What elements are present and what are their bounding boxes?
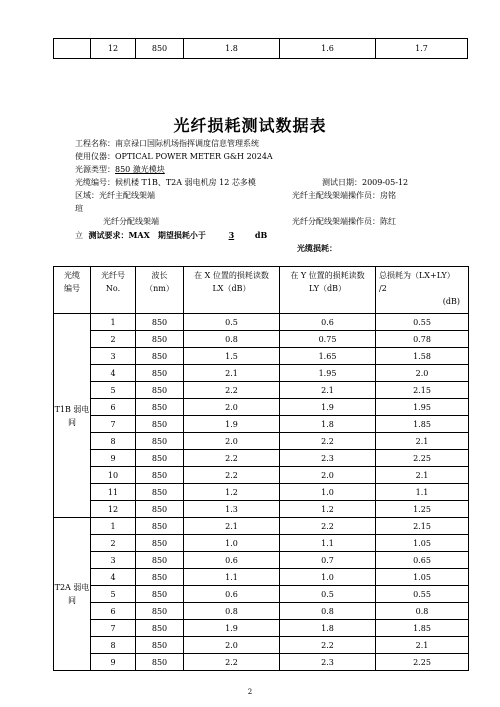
table-row [54,484,469,501]
total-loss-cell: 0.55 [376,586,469,603]
wavelength-cell: 850 [136,603,184,620]
cable-loss-label: 光缆损耗： [297,243,337,253]
total-loss-cell: 2.1 [376,637,469,654]
table-row [54,620,469,637]
ly-cell: 2.3 [280,654,376,671]
total-loss-cell: 2.0 [376,365,469,382]
fiber-no-cell: 7 [91,416,136,433]
total-loss-cell: 1.25 [376,501,469,518]
lx-cell: 2.1 [184,365,280,382]
lx-cell: 2.2 [184,654,280,671]
page-number: 2 [247,688,253,696]
lx-cell: 1.9 [184,416,280,433]
ly-cell: 2.2 [280,637,376,654]
total-loss-cell: 0.8 [376,603,469,620]
wavelength-cell: 850 [136,654,184,671]
total-loss-cell: 2.25 [376,654,469,671]
wavelength-cell: 850 [136,637,184,654]
lx-cell: 2.1 [184,518,280,535]
fiber-no-cell: 3 [91,552,136,569]
distribution-frame-operator: 光纤分配线架端操作员：陈红 [292,217,396,226]
fiber-no-cell: 6 [91,399,136,416]
main-frame-operator: 光纤主配线架端操作员：房铭 [292,191,396,200]
region: 区域：光纤主配线架端 [75,191,155,200]
cable-cell [54,39,91,59]
fiber-no-cell: 8 [91,637,136,654]
test-requirement [75,229,267,242]
ly-cell: 0.75 [280,331,376,348]
project-name: 工程名称：南京禄口国际机场指挥调度信息管理系统 [75,139,259,148]
lx-cell: 2.2 [184,450,280,467]
table-row [54,348,469,365]
lx-cell: 2.0 [184,433,280,450]
fiber-no-cell: 6 [91,603,136,620]
fiber-no-cell: 10 [91,467,136,484]
total-loss-cell: 1.85 [376,416,469,433]
table-row [54,382,469,399]
table-row [54,535,469,552]
ly-cell: 1.9 [280,399,376,416]
ly-cell: 2.2 [280,433,376,450]
ly-cell: 1.65 [280,348,376,365]
wavelength-cell: 850 [136,535,184,552]
requirement-value: 3 [228,230,235,240]
table-row [54,331,469,348]
ly-cell: 0.6 [280,314,376,331]
fiber-no-cell: 4 [91,569,136,586]
table-row [54,39,468,59]
lx-cell: 1.1 [184,569,280,586]
wavelength-cell: 850 [136,501,184,518]
total-loss-cell: 1.7 [376,39,468,59]
lx-cell: 0.8 [184,331,280,348]
lx-cell: 0.6 [184,552,280,569]
ly-cell: 1.1 [280,535,376,552]
ly-cell: 1.0 [280,484,376,501]
fiber-no-cell: 4 [91,365,136,382]
table-row [54,365,469,382]
source-type [75,164,165,176]
table-row [54,569,469,586]
table-row [54,416,469,433]
fiber-no-cell: 11 [91,484,136,501]
wavelength-cell: 850 [136,365,184,382]
lx-cell: 1.8 [184,39,280,59]
table-row [54,637,469,654]
total-loss-cell: 1.1 [376,484,469,501]
wavelength-cell: 850 [136,484,184,501]
wavelength-cell: 850 [136,450,184,467]
table-row [54,586,469,603]
wavelength-cell: 850 [136,314,184,331]
lx-cell: 2.0 [184,399,280,416]
wavelength-cell: 850 [136,39,184,59]
ly-cell: 0.8 [280,603,376,620]
lx-cell: 1.2 [184,484,280,501]
lx-cell: 2.2 [184,382,280,399]
lx-cell: 1.5 [184,348,280,365]
total-loss-cell: 1.85 [376,620,469,637]
lx-cell: 0.6 [184,586,280,603]
fiber-no-cell: 5 [91,586,136,603]
lx-cell: 1.9 [184,620,280,637]
total-loss-cell: 1.05 [376,569,469,586]
lx-cell: 2.2 [184,467,280,484]
total-loss-cell: 1.95 [376,399,469,416]
main-frame-operator-wrap: 瑄 [75,204,83,213]
fiber-no-cell: 12 [91,39,136,59]
wavelength-cell: 850 [136,467,184,484]
wavelength-cell: 850 [136,586,184,603]
table-row [54,450,469,467]
wavelength-cell: 850 [136,416,184,433]
table-row [54,654,469,671]
instrument: 使用仪器：OPTICAL POWER METER G&H 2024A [75,152,273,161]
total-loss-cell: 0.55 [376,314,469,331]
fiber-no-cell: 2 [91,535,136,552]
loss-data-table [53,266,469,671]
ly-cell: 2.2 [280,518,376,535]
table-row [54,501,469,518]
test-date: 测试日期：2009-05-12 [322,178,409,187]
requirement-unit: dB [254,230,268,240]
wavelength-cell: 850 [136,552,184,569]
fiber-no-cell: 8 [91,433,136,450]
ly-cell: 0.5 [280,586,376,603]
total-loss-cell: 2.1 [376,433,469,450]
wavelength-cell: 850 [136,348,184,365]
wavelength-cell: 850 [136,399,184,416]
fiber-no-cell: 9 [91,450,136,467]
ly-cell: 1.6 [280,39,376,59]
wavelength-cell: 850 [136,569,184,586]
previous-table-continuation [53,38,468,59]
requirement-prefix: 立 [75,231,83,240]
table-row [54,314,469,331]
header-ly: 在 Y 位置的损耗读数 LY（dB） [280,267,376,314]
total-loss-cell: 2.25 [376,450,469,467]
page-title: 光纤损耗测试数据表 [173,116,327,135]
cable-group-label: T2A 弱电间 [54,518,91,671]
wavelength-cell: 850 [136,382,184,399]
ly-cell: 1.2 [280,501,376,518]
header-wavelength: 波长 （nm） [136,267,184,314]
ly-cell: 2.0 [280,467,376,484]
total-loss-cell: 2.15 [376,518,469,535]
total-loss-cell: 0.65 [376,552,469,569]
table-header-row [54,267,469,314]
cable-number: 光缆编号：候机楼 T1B、T2A 弱电机房 12 芯多模 [75,178,256,187]
distribution-frame: 光纤分配线架端 [103,217,159,226]
table-row [54,467,469,484]
fiber-no-cell: 1 [91,518,136,535]
total-loss-cell: 0.78 [376,331,469,348]
header-total-loss: 总损耗为（LX+LY） /2 (dB) [376,267,469,314]
cable-group-label: T1B 弱电间 [54,314,91,518]
wavelength-cell: 850 [136,518,184,535]
lx-cell: 0.8 [184,603,280,620]
table-row [54,603,469,620]
table-row [54,433,469,450]
fiber-no-cell: 2 [91,331,136,348]
lx-cell: 0.5 [184,314,280,331]
total-loss-cell: 1.05 [376,535,469,552]
wavelength-cell: 850 [136,433,184,450]
fiber-no-cell: 9 [91,654,136,671]
fiber-no-cell: 3 [91,348,136,365]
table-row [54,399,469,416]
header-lx: 在 X 位置的损耗读数 LX（dB） [184,267,280,314]
source-type-value: 850 激光模块 [115,165,165,174]
total-loss-cell: 2.1 [376,467,469,484]
wavelength-cell: 850 [136,331,184,348]
ly-cell: 1.8 [280,620,376,637]
ly-cell: 2.1 [280,382,376,399]
header-cable-no: 光缆 编号 [54,267,91,314]
ly-cell: 2.3 [280,450,376,467]
total-loss-cell: 2.15 [376,382,469,399]
ly-cell: 1.0 [280,569,376,586]
fiber-no-cell: 1 [91,314,136,331]
ly-cell: 1.95 [280,365,376,382]
fiber-no-cell: 5 [91,382,136,399]
fiber-no-cell: 12 [91,501,136,518]
wavelength-cell: 850 [136,620,184,637]
table-row [54,552,469,569]
header-fiber-no: 光纤号 No. [91,267,136,314]
lx-cell: 1.3 [184,501,280,518]
lx-cell: 1.0 [184,535,280,552]
ly-cell: 0.7 [280,552,376,569]
fiber-no-cell: 7 [91,620,136,637]
ly-cell: 1.8 [280,416,376,433]
total-loss-cell: 1.58 [376,348,469,365]
table-row [54,518,469,535]
requirement-text: 测试要求：MAX 期望损耗小于 [88,230,206,240]
source-type-label: 光源类型： [75,165,115,174]
lx-cell: 2.0 [184,637,280,654]
